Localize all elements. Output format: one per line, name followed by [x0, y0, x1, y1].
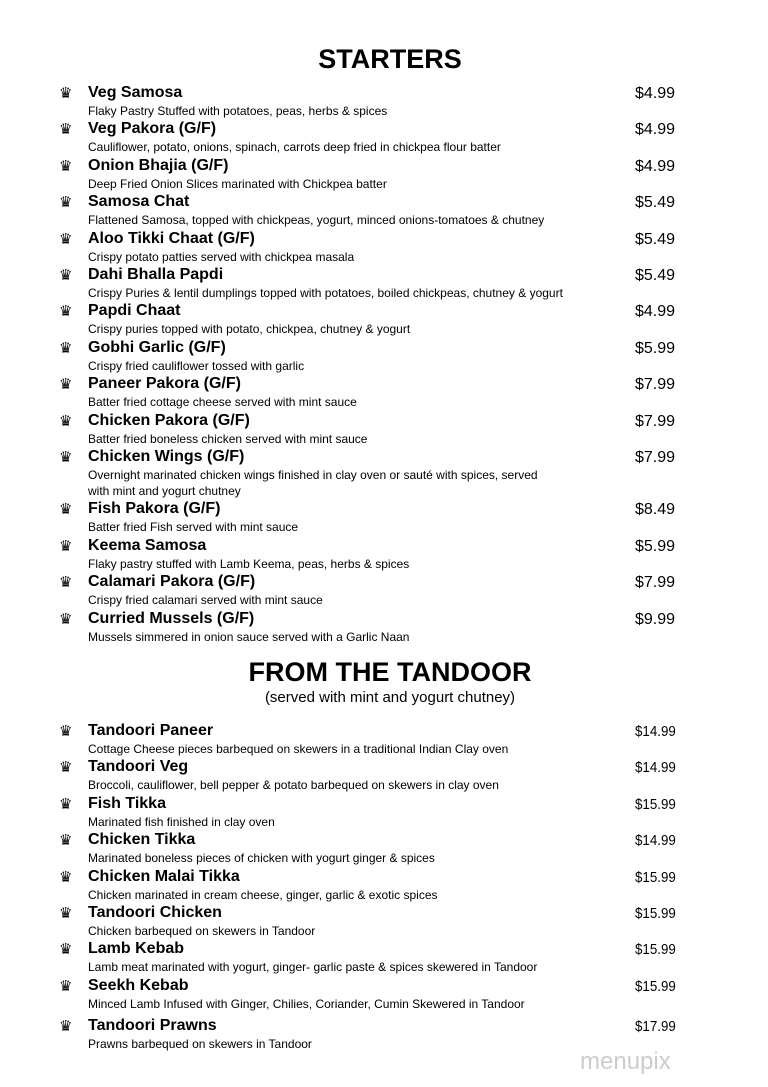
crown-icon: ♛ — [59, 574, 73, 592]
crown-icon: ♛ — [59, 759, 73, 777]
item-name: Fish Pakora (G/F) — [88, 500, 221, 518]
item-description: Marinated boneless pieces of chicken with yogurt ginger & spices — [88, 851, 435, 866]
item-price: $5.99 — [635, 537, 676, 555]
crown-icon: ♛ — [59, 303, 73, 321]
item-name: Tandoori Chicken — [88, 903, 222, 921]
item-description: Lamb meat marinated with yogurt, ginger- garlic paste & spices skewered in Tandoor — [88, 960, 538, 975]
item-description: Mussels simmered in onion sauce served with a Garlic Naan — [88, 629, 410, 644]
item-description: Crispy potato patties served with chickpea masala — [88, 249, 355, 264]
item-price: $15.99 — [635, 942, 676, 959]
item-description: Crispy puries topped with potato, chickpea, chutney & yogurt — [88, 322, 411, 337]
section-subtitle-tandoor: (served with mint and yogurt chutney) — [264, 689, 516, 706]
item-name: Paneer Pakora (G/F) — [88, 375, 241, 393]
item-description: Batter fried cottage cheese served with mint sauce — [88, 395, 357, 410]
item-description: Crispy fried calamari served with mint sauce — [88, 593, 323, 608]
menu-item — [0, 868, 768, 904]
item-name: Chicken Wings (G/F) — [88, 447, 245, 465]
crown-icon: ♛ — [59, 868, 73, 886]
menu-item — [0, 500, 768, 536]
item-price: $5.49 — [635, 194, 676, 212]
item-name: Veg Pakora (G/F) — [88, 120, 217, 138]
crown-icon: ♛ — [59, 230, 73, 248]
item-name: Samosa Chat — [88, 193, 190, 211]
item-name: Chicken Pakora (G/F) — [88, 411, 250, 429]
crown-icon: ♛ — [59, 501, 73, 519]
crown-icon: ♛ — [59, 376, 73, 394]
item-price: $8.49 — [635, 501, 676, 519]
item-name: Curried Mussels (G/F) — [88, 609, 255, 627]
item-description: Prawns barbequed on skewers in Tandoor — [88, 1036, 312, 1051]
crown-icon: ♛ — [59, 904, 73, 922]
crown-icon: ♛ — [59, 977, 73, 995]
starters-list — [0, 84, 768, 646]
menu-item — [0, 904, 768, 940]
item-name: Keema Samosa — [88, 536, 207, 554]
item-name: Chicken Tikka — [88, 831, 196, 849]
item-name: Lamb Kebab — [88, 940, 185, 958]
item-name: Seekh Kebab — [88, 976, 189, 994]
item-price: $5.99 — [635, 339, 676, 357]
menu-item — [0, 266, 768, 302]
item-price: $5.49 — [635, 230, 676, 248]
crown-icon: ♛ — [59, 157, 73, 175]
menu-item — [0, 412, 768, 448]
item-price: $15.99 — [635, 905, 676, 922]
item-price: $17.99 — [635, 1018, 676, 1035]
crown-icon: ♛ — [59, 266, 73, 284]
item-name: Chicken Malai Tikka — [88, 867, 240, 885]
item-price: $9.99 — [635, 610, 676, 628]
item-description: Chicken marinated in cream cheese, ginger, garlic & exotic spices — [88, 887, 438, 902]
item-description: Flaky Pastry Stuffed with potatoes, peas, herbs & spices — [88, 104, 388, 118]
item-description: Overnight marinated chicken wings finished in clay oven or sauté with spices, served with mint and yogurt chutney — [88, 467, 538, 499]
item-price: $15.99 — [635, 796, 676, 813]
item-description: Cottage Cheese pieces barbequed on skewers in a traditional Indian Clay oven — [88, 742, 509, 756]
item-description: Batter fried Fish served with mint sauce — [88, 520, 299, 535]
crown-icon: ♛ — [59, 795, 73, 813]
item-price: $4.99 — [635, 85, 676, 102]
menu-item — [0, 573, 768, 609]
item-price: $7.99 — [635, 412, 676, 430]
menu-item — [0, 758, 768, 794]
crown-icon: ♛ — [59, 941, 73, 959]
item-description: Cauliflower, potato, onions, spinach, carrots deep fried in chickpea flour batter — [88, 140, 501, 155]
menu-item — [0, 84, 768, 120]
item-price: $14.99 — [635, 724, 676, 740]
section-title-starters: STARTERS — [318, 44, 462, 74]
menu-item — [0, 120, 768, 156]
item-name: Tandoori Veg — [88, 758, 189, 776]
item-price: $7.99 — [635, 448, 676, 466]
item-name: Papdi Chaat — [88, 302, 181, 320]
crown-icon: ♛ — [59, 339, 73, 357]
item-price: $5.49 — [635, 266, 676, 284]
crown-icon: ♛ — [59, 832, 73, 850]
menu-item — [0, 610, 768, 646]
item-price: $7.99 — [635, 376, 676, 394]
tandoor-list — [0, 722, 768, 1053]
crown-icon: ♛ — [59, 121, 73, 139]
item-name: Onion Bhajia (G/F) — [88, 156, 229, 174]
item-price: $7.99 — [635, 574, 676, 592]
item-name: Calamari Pakora (G/F) — [88, 573, 256, 591]
item-description: Crispy Puries & lentil dumplings topped with potatoes, boiled chickpeas, chutney & yogurt — [88, 285, 563, 300]
item-description: Marinated fish finished in clay oven — [88, 814, 275, 829]
item-price: $15.99 — [635, 978, 676, 995]
item-price: $4.99 — [635, 157, 676, 175]
item-price: $4.99 — [635, 121, 676, 139]
menu-item — [0, 339, 768, 375]
item-description: Flaky pastry stuffed with Lamb Keema, peas, herbs & spices — [88, 556, 410, 571]
item-name: Tandoori Prawns — [88, 1016, 217, 1034]
item-price: $14.99 — [635, 760, 676, 777]
item-name: Veg Samosa — [88, 84, 183, 101]
crown-icon: ♛ — [59, 85, 73, 102]
item-name: Dahi Bhalla Papdi — [88, 265, 224, 283]
crown-icon: ♛ — [59, 537, 73, 555]
item-price: $4.99 — [635, 303, 676, 321]
menu-item — [0, 831, 768, 867]
item-description: Crispy fried cauliflower tossed with garlic — [88, 358, 305, 373]
menu-item — [0, 448, 768, 501]
menu-item — [0, 157, 768, 193]
menu-item — [0, 230, 768, 266]
item-name: Tandoori Paneer — [88, 722, 214, 739]
menu-item — [0, 537, 768, 573]
crown-icon: ♛ — [59, 1017, 73, 1035]
menu-item — [0, 193, 768, 229]
item-description: Deep Fried Onion Slices marinated with Chickpea batter — [88, 176, 387, 191]
menu-item — [0, 940, 768, 976]
item-name: Aloo Tikki Chaat (G/F) — [88, 229, 255, 247]
crown-icon: ♛ — [59, 412, 73, 430]
section-title-tandoor: FROM THE TANDOOR — [248, 657, 532, 687]
item-price: $15.99 — [635, 869, 676, 886]
item-description: Broccoli, cauliflower, bell pepper & potato barbequed on skewers in clay oven — [88, 778, 499, 793]
menu-item — [0, 722, 768, 758]
crown-icon: ♛ — [59, 723, 73, 740]
item-name: Gobhi Garlic (G/F) — [88, 338, 226, 356]
menu-item — [0, 795, 768, 831]
crown-icon: ♛ — [59, 448, 73, 466]
item-description: Chicken barbequed on skewers in Tandoor — [88, 923, 316, 938]
crown-icon: ♛ — [59, 610, 73, 628]
watermark: menupix — [580, 1048, 671, 1075]
menu-item — [0, 977, 768, 1017]
menu-item — [0, 375, 768, 411]
item-description: Flattened Samosa, topped with chickpeas, yogurt, minced onions-tomatoes & chutney — [88, 213, 545, 228]
menu-item — [0, 302, 768, 338]
item-description: Minced Lamb Infused with Ginger, Chilies, Coriander, Cumin Skewered in Tandoor — [88, 996, 525, 1011]
item-price: $14.99 — [635, 833, 676, 850]
item-description: Batter fried boneless chicken served with mint sauce — [88, 431, 368, 446]
item-name: Fish Tikka — [88, 794, 166, 812]
crown-icon: ♛ — [59, 194, 73, 212]
